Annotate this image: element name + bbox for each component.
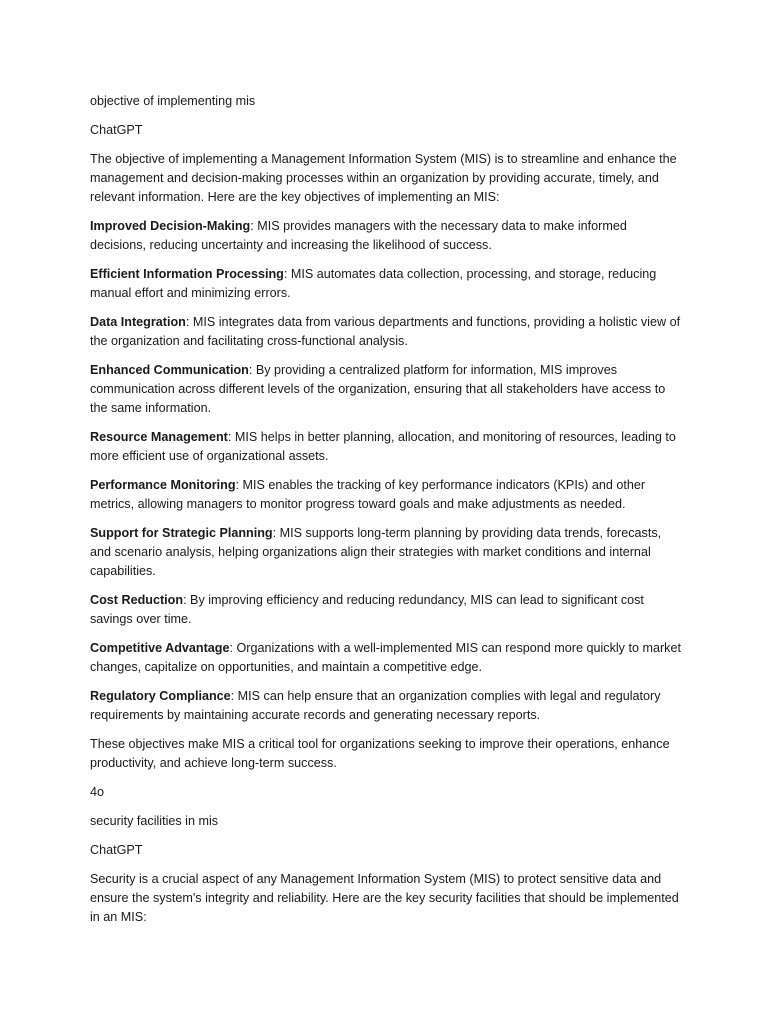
document-page (90, 92, 682, 937)
objective-term: Cost Reduction (90, 593, 184, 607)
objective-item (90, 217, 682, 255)
objective-term: Performance Monitoring (90, 478, 236, 492)
objective-text: : MIS supports long-term planning by providing data trends, forecasts, and scenario analysis, helping organizations align their strategies with market conditions and internal capabilities. (90, 526, 662, 578)
objective-text: : By improving efficiency and reducing redundancy, MIS can lead to significant cost savings over time. (90, 593, 644, 626)
objective-text: : MIS integrates data from various departments and functions, providing a holistic view of the organization and facilitating cross-functional analysis. (90, 315, 681, 348)
objective-term: Enhanced Communication (90, 363, 249, 377)
objective-item (90, 361, 682, 418)
objective-item (90, 639, 682, 677)
objective-item (90, 524, 682, 581)
conclusion-paragraph-1: These objectives make MIS a critical tool for organizations seeking to improve their operations, enhance productivity, and achieve long-term success. (90, 737, 670, 770)
speaker-label-1: ChatGPT (90, 123, 143, 137)
objective-text: : MIS enables the tracking of key performance indicators (KPIs) and other metrics, allowing managers to monitor progress toward goals and make adjustments as needed. (90, 478, 646, 511)
intro-paragraph-2: Security is a crucial aspect of any Management Information System (MIS) to protect sensitive data and ensure the system's integrity and reliability. Here are the key security facilities that should be implemented in an MIS: (90, 872, 679, 924)
objective-term: Data Integration (90, 315, 186, 329)
objective-item (90, 265, 682, 303)
objective-term: Improved Decision-Making (90, 219, 251, 233)
intro-paragraph-1: The objective of implementing a Management Information System (MIS) is to streamline and enhance the management and decision-making processes within an organization by providing accurate, timely, and relevant information. Here are the key objectives of implementing an MIS: (90, 152, 677, 204)
objective-term: Regulatory Compliance (90, 689, 231, 703)
objective-item (90, 476, 682, 514)
objective-text: : MIS can help ensure that an organization complies with legal and regulatory requirements by maintaining accurate records and generating necessary reports. (90, 689, 661, 722)
user-prompt-2: security facilities in mis (90, 814, 219, 828)
objective-text: : By providing a centralized platform for information, MIS improves communication across different levels of the organization, ensuring that all stakeholders have access to the same information. (90, 363, 666, 415)
speaker-label-2: ChatGPT (90, 843, 143, 857)
objective-term: Support for Strategic Planning (90, 526, 273, 540)
objective-item (90, 313, 682, 351)
objective-item (90, 687, 682, 725)
objective-term: Resource Management (90, 430, 228, 444)
objective-term: Competitive Advantage (90, 641, 230, 655)
objective-text: : MIS provides managers with the necessary data to make informed decisions, reducing uncertainty and increasing the likelihood of success. (90, 219, 627, 252)
objective-text: : MIS helps in better planning, allocation, and monitoring of resources, leading to more efficient use of organizational assets. (90, 430, 676, 463)
objective-term: Efficient Information Processing (90, 267, 284, 281)
user-prompt-1: objective of implementing mis (90, 94, 256, 108)
objective-item (90, 428, 682, 466)
objective-item (90, 591, 682, 629)
objective-text: : Organizations with a well-implemented MIS can respond more quickly to market changes, capitalize on opportunities, and maintain a competitive edge. (90, 641, 681, 674)
model-label: 4o (90, 785, 105, 799)
objective-text: : MIS automates data collection, processing, and storage, reducing manual effort and minimizing errors. (90, 267, 657, 300)
